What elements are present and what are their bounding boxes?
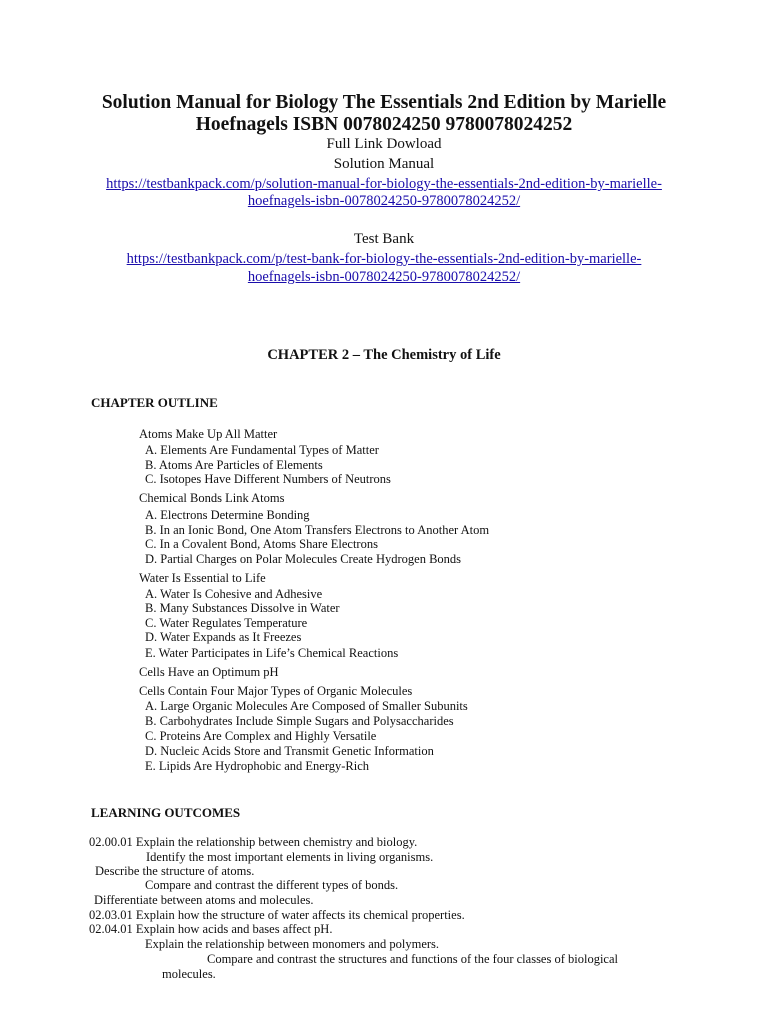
outline-section-title: Cells Have an Optimum pH bbox=[139, 665, 279, 679]
full-link-label: Full Link Dowload bbox=[326, 136, 442, 152]
test-bank-link-line-1[interactable]: https://testbankpack.com/p/test-bank-for-biology-the-essentials-2nd-edition-by-marielle- bbox=[126, 251, 642, 267]
outline-item: C. Isotopes Have Different Numbers of Neutrons bbox=[145, 472, 391, 486]
outline-item: D. Nucleic Acids Store and Transmit Genetic Information bbox=[145, 744, 434, 758]
outline-item: B. Many Substances Dissolve in Water bbox=[145, 601, 340, 615]
outline-item: C. In a Covalent Bond, Atoms Share Electrons bbox=[145, 537, 378, 551]
outline-item: E. Lipids Are Hydrophobic and Energy-Rich bbox=[145, 759, 370, 773]
learning-outcome-line: 02.03.01 Explain how the structure of water affects its chemical properties. bbox=[89, 908, 465, 922]
learning-outcome-line: Compare and contrast the structures and functions of the four classes of biological bbox=[207, 952, 618, 966]
outline-item: D. Partial Charges on Polar Molecules Create Hydrogen Bonds bbox=[145, 552, 462, 566]
learning-outcome-line: 02.00.01 Explain the relationship between chemistry and biology. bbox=[89, 835, 418, 849]
outline-section-title: Chemical Bonds Link Atoms bbox=[139, 491, 285, 505]
chapter-title: CHAPTER 2 – The Chemistry of Life bbox=[267, 347, 501, 363]
outline-section-title: Water Is Essential to Life bbox=[139, 571, 266, 585]
outline-item: D. Water Expands as It Freezes bbox=[145, 630, 302, 644]
solution-manual-link-line-1[interactable]: https://testbankpack.com/p/solution-manual-for-biology-the-essentials-2nd-edition-by-marielle- bbox=[106, 176, 662, 192]
outline-item: B. Carbohydrates Include Simple Sugars and Polysaccharides bbox=[145, 714, 454, 728]
test-bank-link-line-2[interactable]: hoefnagels-isbn-0078024250-9780078024252/ bbox=[247, 269, 521, 285]
document-title-line-2: Hoefnagels ISBN 0078024250 9780078024252 bbox=[195, 114, 573, 135]
learning-outcome-line: Compare and contrast the different types of bonds. bbox=[145, 878, 399, 892]
learning-outcome-line: Identify the most important elements in living organisms. bbox=[146, 850, 434, 864]
learning-outcome-line: Explain the relationship between monomers and polymers. bbox=[145, 937, 440, 951]
learning-outcome-line: molecules. bbox=[162, 967, 216, 981]
outline-item: B. Atoms Are Particles of Elements bbox=[145, 458, 323, 472]
learning-outcome-line: 02.04.01 Explain how acids and bases affect pH. bbox=[89, 922, 333, 936]
solution-manual-link-line-2[interactable]: hoefnagels-isbn-0078024250-9780078024252/ bbox=[247, 193, 521, 209]
outline-item: C. Water Regulates Temperature bbox=[145, 616, 308, 630]
learning-outcomes-heading: LEARNING OUTCOMES bbox=[91, 805, 241, 820]
learning-outcome-line: Describe the structure of atoms. bbox=[95, 864, 255, 878]
outline-item: A. Elements Are Fundamental Types of Matter bbox=[145, 443, 379, 457]
outline-item: A. Electrons Determine Bonding bbox=[145, 508, 310, 522]
outline-item: C. Proteins Are Complex and Highly Versatile bbox=[145, 729, 377, 743]
test-bank-label: Test Bank bbox=[353, 231, 415, 247]
learning-outcome-line: Differentiate between atoms and molecules. bbox=[94, 893, 314, 907]
outline-section-title: Atoms Make Up All Matter bbox=[139, 427, 278, 441]
outline-section-title: Cells Contain Four Major Types of Organic Molecules bbox=[139, 684, 413, 698]
solution-manual-label: Solution Manual bbox=[333, 156, 435, 172]
outline-item: B. In an Ionic Bond, One Atom Transfers Electrons to Another Atom bbox=[145, 523, 490, 537]
document-title-line-1: Solution Manual for Biology The Essentials 2nd Edition by Marielle bbox=[101, 92, 667, 113]
outline-item: E. Water Participates in Life’s Chemical Reactions bbox=[145, 646, 399, 660]
outline-item: A. Large Organic Molecules Are Composed of Smaller Subunits bbox=[145, 699, 468, 713]
outline-item: A. Water Is Cohesive and Adhesive bbox=[145, 587, 323, 601]
chapter-outline-heading: CHAPTER OUTLINE bbox=[91, 395, 218, 410]
